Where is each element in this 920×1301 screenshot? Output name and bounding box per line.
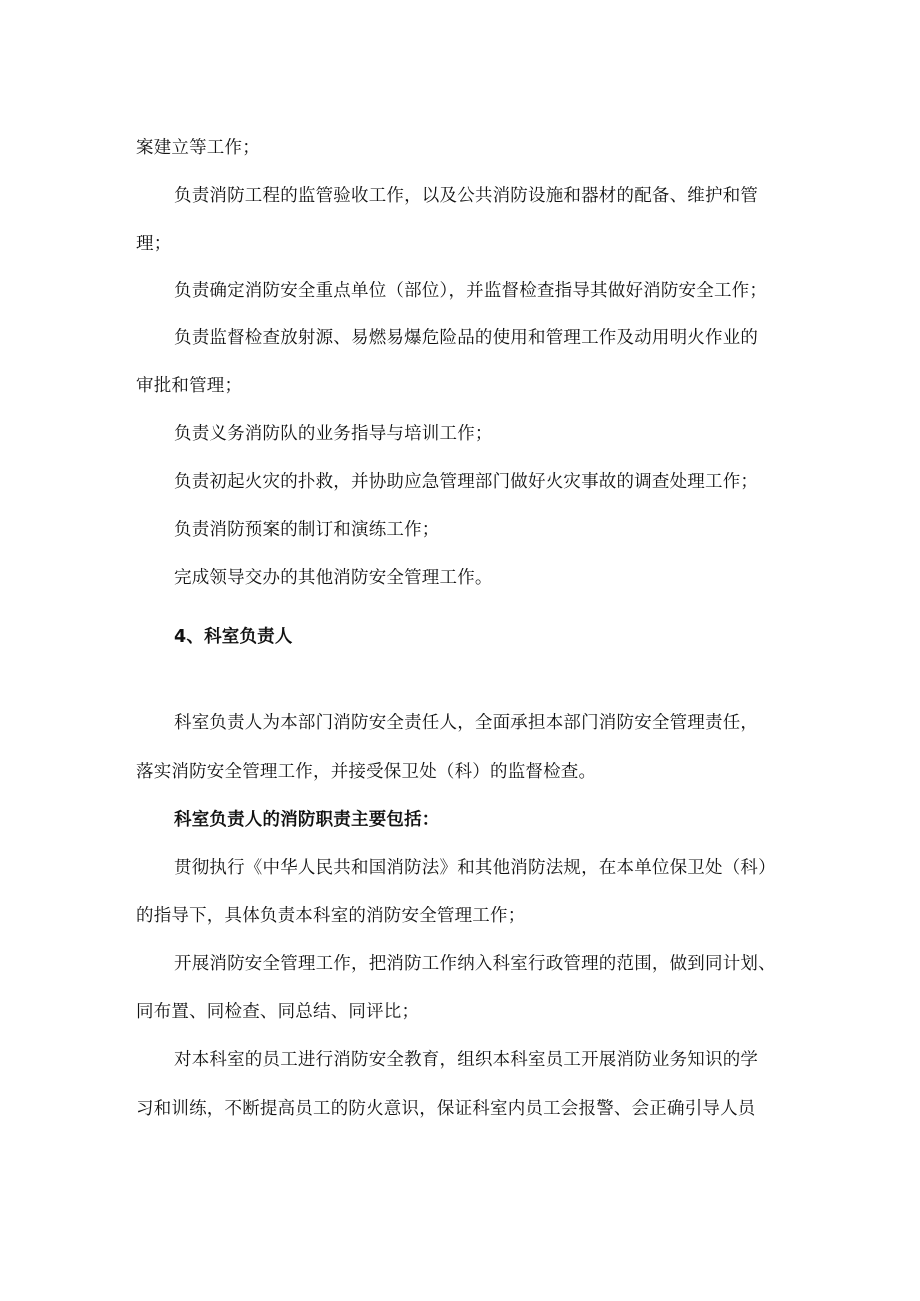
body-text-line: 落实消防安全管理工作，并接受保卫处（科）的监督检查。 — [136, 762, 597, 782]
body-text-line: 负责监督检查放射源、易燃易爆危险品的使用和管理工作及动用明火作业的 — [174, 328, 759, 348]
body-text-line: 同布置、同检查、同总结、同评比； — [136, 1002, 420, 1022]
body-text-line: 案建立等工作； — [136, 138, 260, 158]
body-text-line: 完成领导交办的其他消防安全管理工作。 — [174, 568, 493, 588]
body-text-line: 负责消防工程的监管验收工作，以及公共消防设施和器材的配备、维护和管 — [174, 186, 759, 206]
subsection-heading: 科室负责人的消防职责主要包括： — [174, 810, 440, 830]
body-text-line: 开展消防安全管理工作，把消防工作纳入科室行政管理的范围，做到同计划、 — [174, 954, 776, 974]
body-text-line: 对本科室的员工进行消防安全教育，组织本科室员工开展消防业务知识的学 — [174, 1050, 759, 1070]
body-text-line: 理； — [136, 234, 172, 254]
body-text-line: 的指导下，具体负责本科室的消防安全管理工作； — [136, 906, 526, 926]
body-text-line: 负责消防预案的制订和演练工作； — [174, 520, 440, 540]
section-heading: 4、科室负责人 — [174, 627, 293, 647]
body-text-line: 负责初起火灾的扑救，并协助应急管理部门做好火灾事故的调查处理工作； — [174, 472, 759, 492]
body-text-line: 负责义务消防队的业务指导与培训工作； — [174, 424, 493, 444]
body-text-line: 习和训练，不断提高员工的防火意识，保证科室内员工会报警、会正确引导人员 — [136, 1099, 756, 1119]
body-text-line: 贯彻执行《中华人民共和国消防法》和其他消防法规，在本单位保卫处（科） — [174, 858, 776, 878]
body-text-line: 审批和管理； — [136, 376, 243, 396]
body-text-line: 科室负责人为本部门消防安全责任人，全面承担本部门消防安全管理责任， — [174, 713, 759, 733]
body-text-line: 负责确定消防安全重点单位（部位），并监督检查指导其做好消防安全工作； — [174, 281, 768, 301]
